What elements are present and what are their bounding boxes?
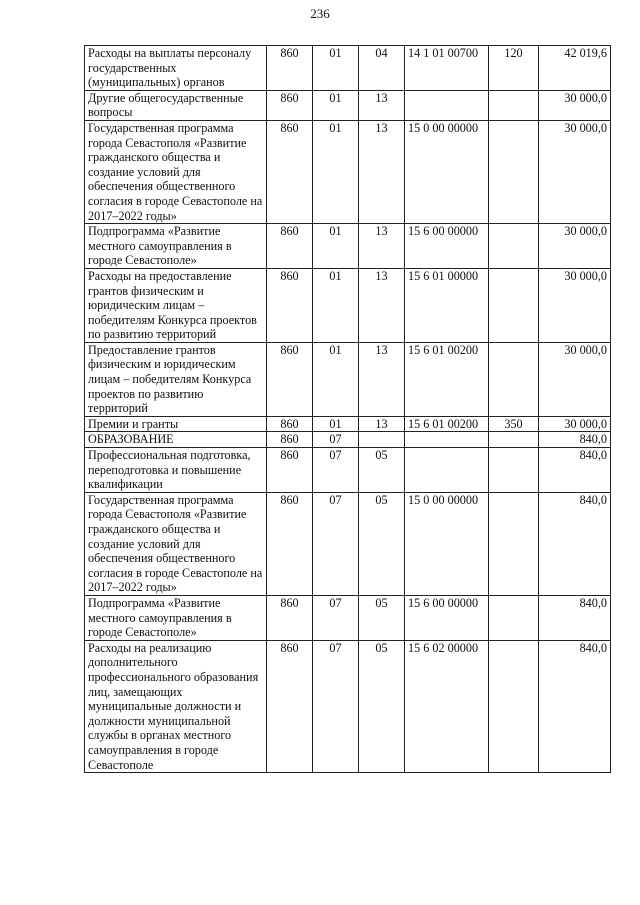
expense-type-cell bbox=[489, 448, 539, 493]
section-code-cell: 07 bbox=[313, 432, 359, 448]
section-code-cell: 07 bbox=[313, 448, 359, 493]
department-code-cell: 860 bbox=[267, 90, 313, 120]
expense-type-cell bbox=[489, 224, 539, 269]
subsection-code-cell: 13 bbox=[359, 416, 405, 432]
department-code-cell: 860 bbox=[267, 640, 313, 772]
expense-name-cell: Расходы на реализацию дополнительного профессионального образования лиц, замещающих муниципальные должности и должности муниципальной службы в органах местного самоуправления в городе Севастополе bbox=[85, 640, 267, 772]
target-article-cell bbox=[405, 90, 489, 120]
expense-name-cell: Расходы на выплаты персоналу государственных (муниципальных) органов bbox=[85, 46, 267, 91]
department-code-cell: 860 bbox=[267, 268, 313, 342]
amount-cell: 840,0 bbox=[539, 448, 611, 493]
department-code-cell: 860 bbox=[267, 46, 313, 91]
expense-name-cell: Подпрограмма «Развитие местного самоуправления в городе Севастополе» bbox=[85, 224, 267, 269]
table-row bbox=[85, 640, 611, 772]
target-article-cell: 15 6 01 00200 bbox=[405, 342, 489, 416]
expense-name-cell: ОБРАЗОВАНИЕ bbox=[85, 432, 267, 448]
section-code-cell: 01 bbox=[313, 120, 359, 223]
section-code-cell: 01 bbox=[313, 342, 359, 416]
expense-name-cell: Государственная программа города Севастополя «Развитие гражданского общества и создание условий для обеспечения общественного согласия в городе Севастополе на 2017–2022 годы» bbox=[85, 120, 267, 223]
subsection-code-cell: 13 bbox=[359, 342, 405, 416]
expense-type-cell: 350 bbox=[489, 416, 539, 432]
subsection-code-cell: 13 bbox=[359, 90, 405, 120]
subsection-code-cell: 04 bbox=[359, 46, 405, 91]
table-row bbox=[85, 432, 611, 448]
subsection-code-cell: 13 bbox=[359, 268, 405, 342]
target-article-cell: 14 1 01 00700 bbox=[405, 46, 489, 91]
subsection-code-cell: 13 bbox=[359, 224, 405, 269]
section-code-cell: 01 bbox=[313, 46, 359, 91]
amount-cell: 840,0 bbox=[539, 492, 611, 595]
expense-type-cell: 120 bbox=[489, 46, 539, 91]
subsection-code-cell bbox=[359, 432, 405, 448]
table-row bbox=[85, 492, 611, 595]
table-row bbox=[85, 268, 611, 342]
section-code-cell: 07 bbox=[313, 492, 359, 595]
table-row bbox=[85, 90, 611, 120]
amount-cell: 30 000,0 bbox=[539, 416, 611, 432]
amount-cell: 30 000,0 bbox=[539, 342, 611, 416]
amount-cell: 840,0 bbox=[539, 432, 611, 448]
page-number: 236 bbox=[310, 6, 330, 21]
expense-type-cell bbox=[489, 90, 539, 120]
target-article-cell: 15 0 00 00000 bbox=[405, 492, 489, 595]
target-article-cell: 15 6 00 00000 bbox=[405, 595, 489, 640]
expense-name-cell: Государственная программа города Севастополя «Развитие гражданского общества и создание условий для обеспечения общественного согласия в городе Севастополе на 2017–2022 годы» bbox=[85, 492, 267, 595]
amount-cell: 30 000,0 bbox=[539, 120, 611, 223]
expense-name-cell: Подпрограмма «Развитие местного самоуправления в городе Севастополе» bbox=[85, 595, 267, 640]
table-row bbox=[85, 120, 611, 223]
subsection-code-cell: 05 bbox=[359, 492, 405, 595]
target-article-cell: 15 6 02 00000 bbox=[405, 640, 489, 772]
department-code-cell: 860 bbox=[267, 432, 313, 448]
expense-type-cell bbox=[489, 120, 539, 223]
table-row bbox=[85, 46, 611, 91]
department-code-cell: 860 bbox=[267, 224, 313, 269]
expense-type-cell bbox=[489, 640, 539, 772]
table-row bbox=[85, 448, 611, 493]
expense-name-cell: Премии и гранты bbox=[85, 416, 267, 432]
expense-name-cell: Расходы на предоставление грантов физическим и юридическим лицам – победителям Конкурса проектов по развитию территорий bbox=[85, 268, 267, 342]
expense-type-cell bbox=[489, 342, 539, 416]
table-row bbox=[85, 416, 611, 432]
subsection-code-cell: 13 bbox=[359, 120, 405, 223]
target-article-cell: 15 6 00 00000 bbox=[405, 224, 489, 269]
budget-table bbox=[84, 45, 611, 773]
amount-cell: 840,0 bbox=[539, 595, 611, 640]
expense-name-cell: Другие общегосударственные вопросы bbox=[85, 90, 267, 120]
budget-table-body bbox=[85, 46, 611, 773]
amount-cell: 30 000,0 bbox=[539, 224, 611, 269]
expense-name-cell: Профессиональная подготовка, переподготовка и повышение квалификации bbox=[85, 448, 267, 493]
section-code-cell: 01 bbox=[313, 416, 359, 432]
department-code-cell: 860 bbox=[267, 342, 313, 416]
table-row bbox=[85, 342, 611, 416]
target-article-cell: 15 6 01 00200 bbox=[405, 416, 489, 432]
subsection-code-cell: 05 bbox=[359, 448, 405, 493]
table-row bbox=[85, 224, 611, 269]
target-article-cell bbox=[405, 448, 489, 493]
section-code-cell: 01 bbox=[313, 224, 359, 269]
department-code-cell: 860 bbox=[267, 448, 313, 493]
department-code-cell: 860 bbox=[267, 416, 313, 432]
target-article-cell: 15 0 00 00000 bbox=[405, 120, 489, 223]
expense-type-cell bbox=[489, 492, 539, 595]
amount-cell: 30 000,0 bbox=[539, 268, 611, 342]
department-code-cell: 860 bbox=[267, 595, 313, 640]
amount-cell: 42 019,6 bbox=[539, 46, 611, 91]
subsection-code-cell: 05 bbox=[359, 640, 405, 772]
section-code-cell: 07 bbox=[313, 640, 359, 772]
expense-name-cell: Предоставление грантов физическим и юридическим лицам – победителям Конкурса проектов по развитию территорий bbox=[85, 342, 267, 416]
expense-type-cell bbox=[489, 595, 539, 640]
amount-cell: 30 000,0 bbox=[539, 90, 611, 120]
department-code-cell: 860 bbox=[267, 120, 313, 223]
subsection-code-cell: 05 bbox=[359, 595, 405, 640]
target-article-cell: 15 6 01 00000 bbox=[405, 268, 489, 342]
department-code-cell: 860 bbox=[267, 492, 313, 595]
table-row bbox=[85, 595, 611, 640]
section-code-cell: 01 bbox=[313, 268, 359, 342]
section-code-cell: 01 bbox=[313, 90, 359, 120]
expense-type-cell bbox=[489, 432, 539, 448]
target-article-cell bbox=[405, 432, 489, 448]
amount-cell: 840,0 bbox=[539, 640, 611, 772]
section-code-cell: 07 bbox=[313, 595, 359, 640]
expense-type-cell bbox=[489, 268, 539, 342]
